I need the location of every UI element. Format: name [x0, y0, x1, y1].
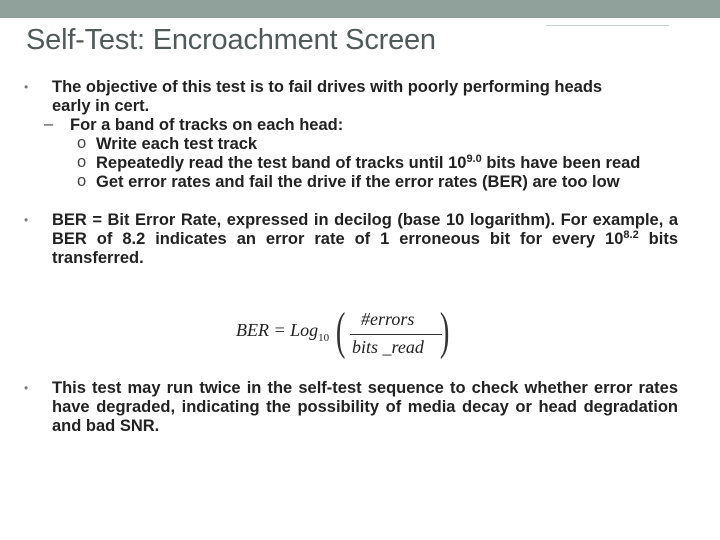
- slide-body-lower: [22, 379, 678, 436]
- list-item-marker: o: [77, 134, 87, 152]
- bullet-self-test-text: This test may run twice in the self-test sequence to check whether error rates have degraded, indicating the possibility of media decay or head degradation and bad SNR.: [52, 379, 678, 435]
- list-item-read-tail: bits have been read: [481, 154, 641, 172]
- header-notch-line: [546, 25, 669, 26]
- formula-log-base: 10: [318, 332, 330, 344]
- list-item-marker: o: [77, 172, 87, 190]
- bullet-ber-tail: bits transferred.: [52, 230, 678, 267]
- formula-lhs-text: BER = Log: [236, 320, 319, 340]
- list-item-read-text: Repeatedly read the test band of tracks until 10: [96, 154, 467, 172]
- bullet-dot: •: [24, 213, 29, 227]
- header-bar: [0, 0, 720, 18]
- formula-left-paren: (: [335, 303, 346, 360]
- formula-right-paren: ): [439, 303, 450, 360]
- formula-fraction-bar: [350, 334, 442, 335]
- formula-denominator: bits _read: [352, 337, 424, 357]
- slide-title: Self-Test: Encroachment Screen: [26, 24, 436, 56]
- list-item-error-rates: [22, 173, 678, 192]
- bullet-ber-text: BER = Bit Error Rate, expressed in decilog (base 10 logarithm). For example, a BER of 8.2 indicates an error rate of 1 erroneous bit for every 10: [52, 211, 678, 248]
- bullet-dot: •: [24, 381, 29, 395]
- list-item-write-text: Write each test track: [96, 135, 258, 153]
- list-item-read-exponent: 9.0: [466, 153, 482, 165]
- bullet-objective-line1: The objective of this test is to fail drives with poorly performing heads: [52, 78, 603, 96]
- bullet-objective-line2: early in cert.: [52, 97, 150, 115]
- slide-body: [22, 78, 678, 268]
- sub-bullet-dash: –: [44, 115, 54, 133]
- list-item-write: [22, 135, 678, 154]
- formula-numerator: #errors: [361, 309, 415, 329]
- bullet-objective: [22, 78, 678, 116]
- bullet-self-test-twice: [22, 379, 678, 436]
- ber-formula: [236, 300, 456, 366]
- bullet-ber-definition: [22, 211, 678, 268]
- bullet-ber-exponent: 8.2: [623, 229, 639, 241]
- list-item-read: [22, 154, 678, 173]
- sub-bullet-band-text: For a band of tracks on each head:: [70, 116, 344, 134]
- bullet-dot: •: [24, 80, 29, 94]
- formula-lhs: [236, 320, 329, 344]
- list-item-marker: o: [77, 153, 87, 171]
- list-item-error-rates-text: Get error rates and fail the drive if the error rates (BER) are too low: [96, 173, 620, 191]
- sub-bullet-band: [22, 116, 678, 135]
